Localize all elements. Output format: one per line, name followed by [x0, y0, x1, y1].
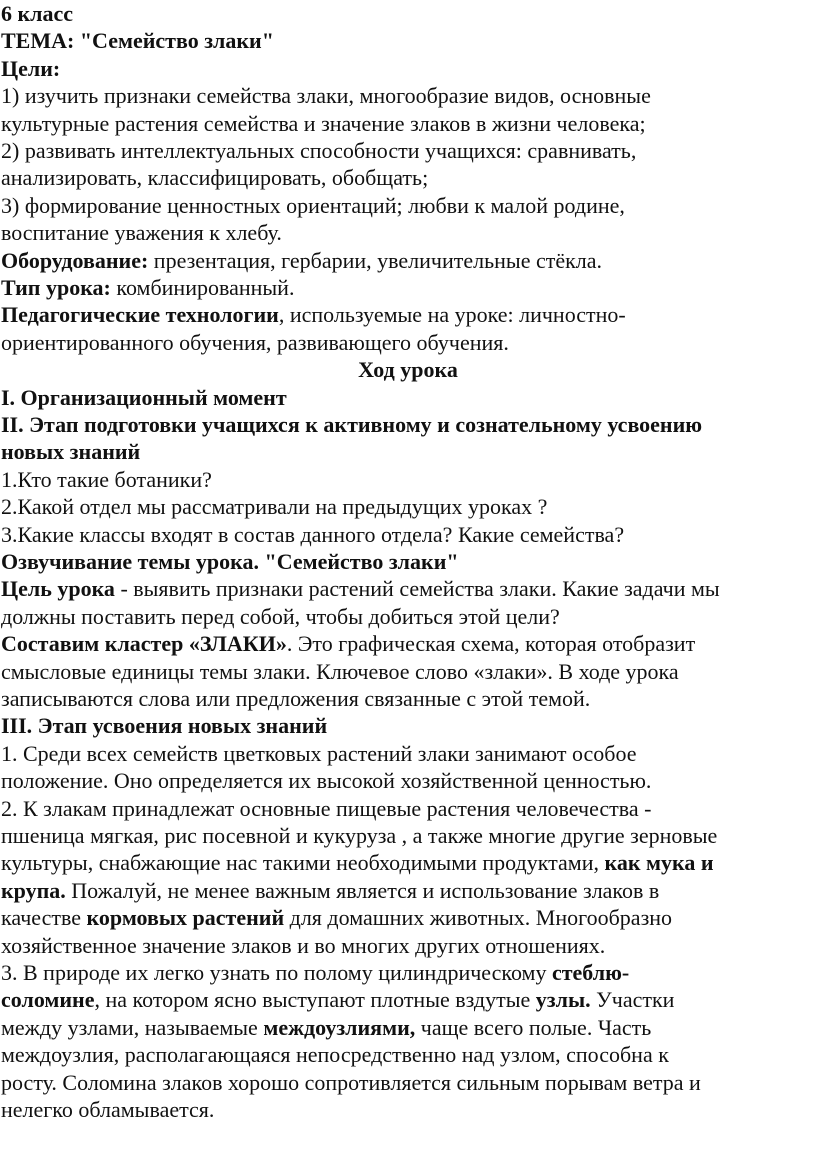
question-1: 1.Кто такие ботаники? [1, 467, 212, 492]
goal-3-line-1: 3) формирование ценностных ориентаций; любви к малой родине, [1, 193, 625, 218]
para-3-line-4: междоузлия, располагающаяся непосредственно над узлом, способна к [1, 1042, 669, 1067]
goals-heading: Цели: [1, 56, 61, 81]
para-3-line-3: между узлами, называемые междоузлиями, чаще всего полые. Часть [1, 1015, 652, 1040]
goal-2-line-1: 2) развивать интеллектуальных способности учащихся: сравнивать, [1, 138, 637, 163]
para-3-line-2: соломине, на котором ясно выступают плотные вздутые узлы. Участки [1, 987, 675, 1012]
goal-1-line-1: 1) изучить признаки семейства злаки, многообразие видов, основные [1, 83, 651, 108]
para-2-line-5: качестве кормовых растений для домашних животных. Многообразно [1, 905, 673, 930]
goal-3-line-2: воспитание уважения к хлебу. [1, 220, 282, 245]
cluster-line-3: записываются слова или предложения связанные с этой темой. [1, 686, 591, 711]
equipment-line: Оборудование: презентация, гербарии, увеличительные стёкла. [1, 248, 603, 273]
cluster-line-1: Составим кластер «ЗЛАКИ». Это графическая схема, которая отобразит [1, 631, 696, 656]
grade-line: 6 класс [1, 1, 74, 26]
technologies-line-2: ориентированного обучения, развивающего обучения. [1, 330, 509, 355]
cluster-line-2: смысловые единицы темы злаки. Ключевое слово «злаки». В ходе урока [1, 659, 679, 684]
stage-1-heading: I. Организационный момент [1, 385, 287, 410]
lesson-heading: Ход урока [358, 357, 458, 382]
topic-line: ТЕМА: "Семейство злаки" [1, 28, 274, 53]
announce-line: Озвучивание темы урока. "Семейство злаки" [1, 549, 459, 574]
para-2-line-1: 2. К злакам принадлежат основные пищевые растения человечества - [1, 796, 652, 821]
para-1-line-1: 1. Среди всех семейств цветковых растений злаки занимают особое [1, 741, 637, 766]
question-2: 2.Какой отдел мы рассматривали на предыдущих уроках ? [1, 494, 548, 519]
lesson-goal-line-1: Цель урока - выявить признаки растений семейства злаки. Какие задачи мы [1, 576, 720, 601]
lesson-type-line: Тип урока: комбинированный. [1, 275, 295, 300]
goal-1-line-2: культурные растения семейства и значение злаков в жизни человека; [1, 111, 646, 136]
lesson-goal-line-2: должны поставить перед собой, чтобы добиться этой цели? [1, 604, 560, 629]
stage-2-heading-line-2: новых знаний [1, 439, 141, 464]
para-2-line-3: культуры, снабжающие нас такими необходимыми продуктами, как мука и [1, 850, 714, 875]
para-1-line-2: положение. Оно определяется их высокой хозяйственной ценностью. [1, 768, 652, 793]
para-2-line-2: пшеница мягкая, рис посевной и кукуруза , а также многие другие зерновые [1, 823, 718, 848]
para-3-line-5: росту. Соломина злаков хорошо сопротивляется сильным порывам ветра и [1, 1070, 701, 1095]
stage-2-heading-line-1: II. Этап подготовки учащихся к активному и сознательному усвоению [1, 412, 703, 437]
para-3-line-6: нелегко обламывается. [1, 1097, 215, 1122]
para-3-line-1: 3. В природе их легко узнать по полому цилиндрическому стеблю- [1, 960, 630, 985]
para-2-line-6: хозяйственное значение злаков и во многих других отношениях. [1, 933, 606, 958]
para-2-line-4: крупа. Пожалуй, не менее важным является и использование злаков в [1, 878, 660, 903]
technologies-line-1: Педагогические технологии, используемые на уроке: личностно- [1, 302, 626, 327]
goal-2-line-2: анализировать, классифицировать, обобщать; [1, 165, 429, 190]
stage-3-heading: III. Этап усвоения новых знаний [1, 713, 328, 738]
question-3: 3.Какие классы входят в состав данного отдела? Какие семейства? [1, 522, 625, 547]
